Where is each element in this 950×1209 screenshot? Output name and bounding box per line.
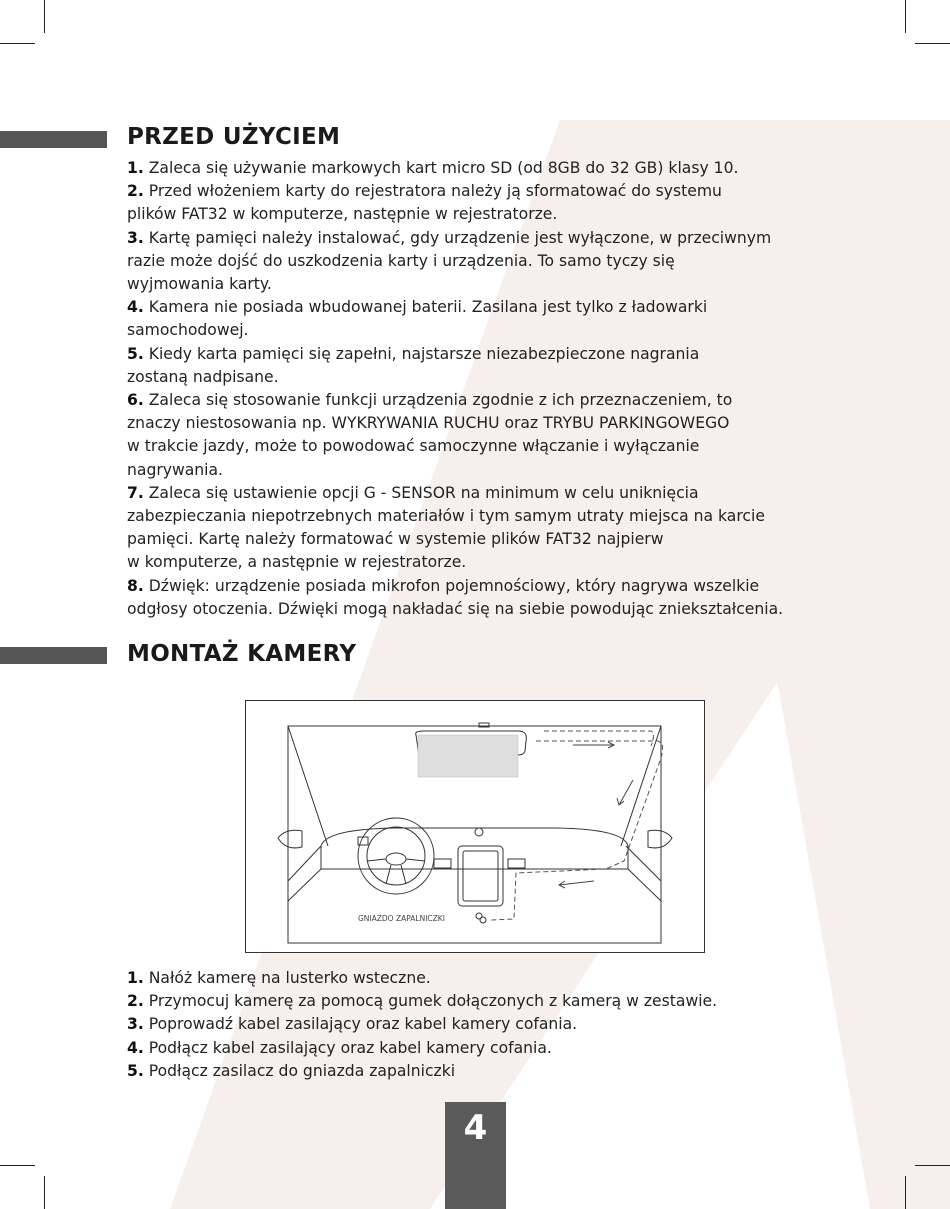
item-text: Zaleca się ustawienie opcji G - SENSOR na minimum w celu uniknięcia <box>148 483 699 502</box>
camera-highlight <box>418 735 518 777</box>
heading-mounting: MONTAŻ KAMERY <box>127 641 357 667</box>
list-item <box>127 967 887 990</box>
item-text: wyjmowania karty. <box>127 275 272 294</box>
item-number: 2. <box>127 182 144 201</box>
crop-mark <box>905 1176 906 1209</box>
a-pillar-right <box>621 726 661 846</box>
center-display <box>458 846 503 906</box>
list-item <box>127 157 887 180</box>
item-text: Dźwięk: urządzenie posiada mikrofon pojemnościowy, który nagrywa wszelkie <box>148 576 760 595</box>
dashboard <box>321 828 628 869</box>
steering-spokes <box>367 859 425 884</box>
crop-mark <box>0 1165 35 1166</box>
item-number: 3. <box>127 228 144 247</box>
item-text: odgłosy otoczenia. Dźwięki mogą nakładać się na siebie powodując zniekształcenia. <box>127 599 784 618</box>
arrow-left-icon <box>559 881 594 888</box>
list-item <box>127 990 887 1013</box>
arrow-right-icon <box>573 742 614 748</box>
item-text: Zaleca się stosowanie funkcji urządzenia zgodnie z ich przeznaczeniem, to <box>148 391 733 410</box>
item-number: 5. <box>127 344 144 363</box>
item-text: w trakcie jazdy, może to powodować samoczynne włączanie i wyłączanie <box>127 437 700 456</box>
item-text: w komputerze, a następnie w rejestratorze. <box>127 553 467 572</box>
vent-left <box>434 859 451 868</box>
item-number: 1. <box>127 969 144 987</box>
item-text: Kartę pamięci należy instalować, gdy urządzenie jest wyłączone, w przeciwnym <box>148 228 772 247</box>
mounting-diagram <box>245 700 705 953</box>
item-text: Zaleca się używanie markowych kart micro SD (od 8GB do 32 GB) klasy 10. <box>148 159 739 177</box>
crop-mark <box>44 0 45 33</box>
page-number-tab <box>445 1102 506 1209</box>
crop-mark <box>915 1165 950 1166</box>
item-number: 3. <box>127 1015 144 1034</box>
item-text: Podłącz kabel zasilający oraz kabel kamery cofania. <box>148 1038 552 1057</box>
steering-wheel <box>358 818 434 894</box>
crop-mark <box>905 0 906 33</box>
item-text: Kiedy karta pamięci się zapełni, najstarsze niezabezpieczone nagrania <box>148 344 700 363</box>
list-item <box>127 1060 887 1083</box>
item-text: Kamera nie posiada wbudowanej baterii. Zasilana jest tylko z ładowarki <box>148 298 708 317</box>
before-use-list <box>127 157 887 621</box>
left-edge <box>288 846 321 881</box>
list-item <box>127 389 887 482</box>
arrow-down-icon <box>617 780 633 805</box>
item-text: Nałóż kamerę na lusterko wsteczne. <box>148 969 431 987</box>
steering-hub <box>386 853 406 865</box>
mounting-steps <box>127 967 887 1083</box>
section-bar-before-use <box>0 131 107 148</box>
item-text: razie może dojść do uszkodzenia karty i urządzenia. To samo tyczy się <box>127 251 675 270</box>
item-text: pamięci. Kartę należy formatować w systemie plików FAT32 najpierw <box>127 530 664 549</box>
car-interior-illustration <box>246 701 704 952</box>
clock <box>475 828 483 836</box>
list-item <box>127 1013 887 1036</box>
crop-mark <box>915 43 950 44</box>
steering-wheel-inner <box>367 827 425 885</box>
lighter-socket <box>480 917 486 923</box>
dash-right-line <box>628 869 661 901</box>
a-pillar-left <box>288 726 328 846</box>
right-edge <box>626 846 661 881</box>
list-item <box>127 482 887 575</box>
section-bar-mounting <box>0 647 107 664</box>
crop-mark <box>0 43 35 44</box>
item-text: zabezpieczania niepotrzebnych materiałów i tym samym utraty miejsca na karcie <box>127 507 765 526</box>
vent-right <box>508 859 525 868</box>
item-number: 4. <box>127 298 144 317</box>
item-text: Przed włożeniem karty do rejestratora należy ją sformatować do systemu <box>148 182 722 201</box>
item-text: nagrywania. <box>127 460 224 479</box>
side-mirror-left <box>278 830 302 848</box>
item-text: Przymocuj kamerę za pomocą gumek dołączonych z kamerą w zestawie. <box>148 992 718 1011</box>
list-item <box>127 575 887 621</box>
item-number: 4. <box>127 1038 144 1057</box>
item-number: 8. <box>127 576 144 595</box>
item-text: znaczy niestosowania np. WYKRYWANIA RUCHU oraz TRYBU PARKINGOWEGO <box>127 414 730 433</box>
item-text: samochodowej. <box>127 321 249 340</box>
item-number: 1. <box>127 159 144 177</box>
lighter-label: GNIAZDO ZAPALNICZKI <box>358 914 445 923</box>
list-item <box>127 227 887 297</box>
item-number: 7. <box>127 483 144 502</box>
item-text: Podłącz zasilacz do gniazda zapalniczki <box>148 1061 456 1080</box>
item-text: plików FAT32 w komputerze, następnie w rejestratorze. <box>127 205 558 224</box>
center-display-screen <box>463 851 498 901</box>
side-mirror-right <box>648 830 672 848</box>
item-number: 6. <box>127 391 144 410</box>
item-number: 2. <box>127 992 144 1011</box>
dash-left-line <box>288 869 321 901</box>
item-text: zostaną nadpisane. <box>127 367 279 386</box>
list-item <box>127 343 887 389</box>
list-item <box>127 180 887 226</box>
item-text: Poprowadź kabel zasilający oraz kabel kamery cofania. <box>148 1015 578 1034</box>
page-number: 4 <box>463 1108 488 1148</box>
list-item <box>127 1037 887 1060</box>
list-item <box>127 296 887 342</box>
item-number: 5. <box>127 1061 144 1080</box>
cable-route-top <box>544 731 654 746</box>
heading-before-use: PRZED UŻYCIEM <box>127 124 341 150</box>
crop-mark <box>44 1176 45 1209</box>
